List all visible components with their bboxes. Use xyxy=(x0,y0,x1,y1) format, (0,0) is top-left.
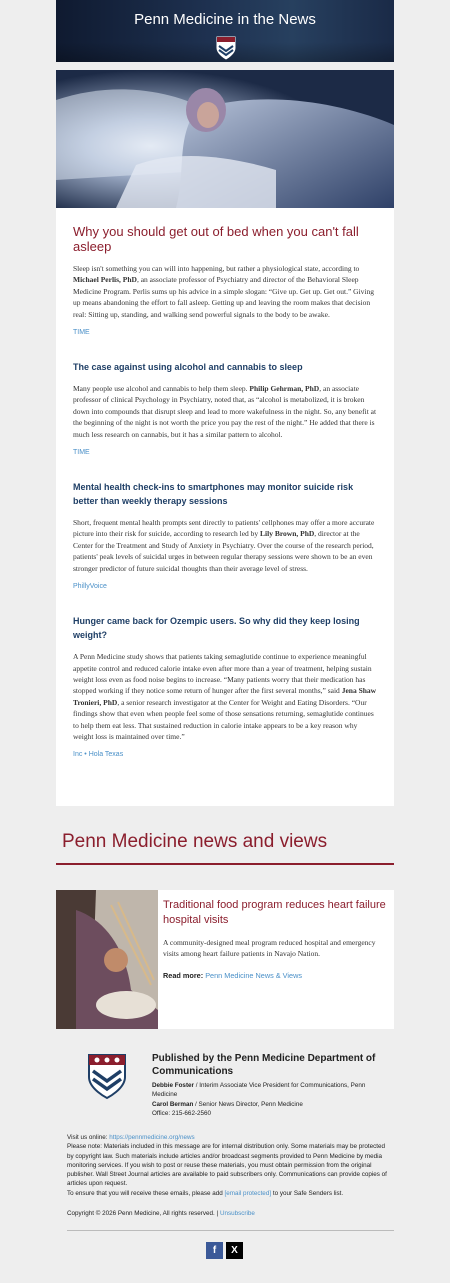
read-more-link[interactable]: Penn Medicine News & Views xyxy=(205,971,302,980)
article-source-link[interactable]: Inc xyxy=(73,751,83,759)
article-title[interactable]: Why you should get out of bed when you can't fall asleep xyxy=(73,224,359,254)
footer xyxy=(56,1044,394,1283)
hero-image xyxy=(56,70,394,208)
article-source-link[interactable]: TIME xyxy=(73,449,90,457)
publisher-info xyxy=(152,1052,388,1118)
contact-line: Carol Berman / Senior News Director, Penn Medicine xyxy=(152,1100,303,1108)
news-photo xyxy=(56,890,158,1029)
social-links xyxy=(206,1242,243,1259)
newsletter-title: Penn Medicine in the News xyxy=(134,11,316,28)
section-divider xyxy=(56,863,394,865)
penn-shield-icon xyxy=(216,36,236,60)
newsletter-header xyxy=(56,0,394,62)
article-source-link[interactable]: Hola Texas xyxy=(88,751,124,759)
article-item xyxy=(73,614,377,758)
news-body xyxy=(163,898,388,980)
email-link[interactable]: [email protected] xyxy=(224,1189,272,1197)
section-heading xyxy=(56,820,394,865)
articles-card xyxy=(56,208,394,806)
penn-shield-logo-icon xyxy=(87,1053,127,1100)
footer-divider xyxy=(67,1230,394,1231)
article-item xyxy=(73,360,377,456)
news-title[interactable]: Traditional food program reduces heart failure hospital visits xyxy=(163,899,386,926)
x-twitter-icon[interactable]: X xyxy=(226,1242,243,1259)
copyright: Copyright © 2026 Penn Medicine, All rights reserved. | Unsubscribe xyxy=(67,1210,255,1217)
article-item xyxy=(73,480,377,590)
article-body: Short, frequent mental health prompts sent directly to patients' cellphones may offer a more accurate picture into their risk for suicide, according to research led by Lily Brown, PhD, director at the Center for the Treatment and Study of Anxiety in Psychiatry. Over the course of the research period, patients' peak levels of suicidal urges in between regular therapy sessions were shown to be an even stronger predictor of future suicidal thoughts than their average level of stress. xyxy=(73,518,375,573)
publisher-heading: Published by the Penn Medicine Department of Communications xyxy=(152,1053,376,1077)
article-item xyxy=(73,224,377,336)
article-body: A Penn Medicine study shows that patients taking semaglutide continue to experience meaningful appetite control and reduced calorie intake even after more than a year of treatment, helping sustain weight loss even as food noise begins to increase. “Many patients worry that their medication has stopped working if they notice some return of hunger after the first several months,” said Jena Shaw Tronieri, PhD, a senior research investigator at the Center for Weight and Eating Disorders. “Our findings show that even when people feel some of those sensations returning, semaglutide continues to help them eat less. That sustained reduction in calorie intake appears to be a key reason why weight loss is maintained over time.” xyxy=(73,652,377,741)
read-more xyxy=(163,971,388,980)
article-title[interactable]: Mental health check-ins to smartphones may monitor suicide risk better than weekly therapy sessions xyxy=(73,482,354,507)
office-phone: Office: 215-662-2560 xyxy=(152,1109,212,1117)
read-more-label: Read more: xyxy=(163,971,204,980)
section-title: Penn Medicine news and views xyxy=(62,831,328,852)
article-title[interactable]: The case against using alcohol and cannabis to sleep xyxy=(73,362,303,373)
article-sources xyxy=(73,751,377,758)
contact-line: Debbie Foster / Interim Associate Vice President for Communications, Penn Medicine xyxy=(152,1082,366,1099)
article-source-link[interactable]: TIME xyxy=(73,329,90,337)
facebook-icon[interactable]: f xyxy=(206,1242,223,1259)
website-link[interactable]: https://pennmedicine.org/news xyxy=(109,1134,195,1141)
article-source-link[interactable]: PhillyVoice xyxy=(73,583,107,591)
source-separator: • xyxy=(84,751,87,759)
article-title[interactable]: Hunger came back for Ozempic users. So why did they keep losing weight? xyxy=(73,616,360,641)
article-body: Sleep isn't something you can will into happening, but rather a physiological state, according to Michael Perlis, PhD, an associate professor of Psychiatry and director of the Behavioral Sleep Medicine Program. Perlis sums up his advice in a simple slogan: “Give up. Get up. Get out.” Giving up means abandoning the effort to fall asleep. Getting up and leaving the room makes that decision real: Sitting up, standing, and walking send powerful signals to the body to be awake. xyxy=(73,264,374,319)
legal-notice: Visit us online: https://pennmedicine.org/news Please note: Materials included in this message are for internal distribution only. Some materials may be protected by copyright law. Such materials include articles and/or broadcast segments provided to Penn Medicine by media monitoring services. If you wish to post or reuse these materials, you must obtain permission from the original publisher. Wall Street Journal articles are available to paid subscribers only. Communications can provide copies of articles upon request. To ensure that you will receive these emails, please add [email protected] to your Safe Senders list. xyxy=(67,1134,387,1197)
news-card xyxy=(56,890,394,1029)
news-summary: A community-designed meal program reduced hospital and emergency visits among heart failure patients in Navajo Nation. xyxy=(163,938,376,958)
unsubscribe-link[interactable]: Unsubscribe xyxy=(219,1210,255,1217)
article-body: Many people use alcohol and cannabis to help them sleep. Philip Gehrman, PhD, an associate professor of clinical Psychology in Psychiatry, noted that, as “alcohol is metabolized, it is broken down into compounds that disrupt sleep and lead to more wakefulness in the night. So, any benefit at the beginning of the night is not worth the price you pay the rest of the night.” He added that there is much less research on cannabis, but it has a similar pattern to alcohol. xyxy=(73,384,377,439)
